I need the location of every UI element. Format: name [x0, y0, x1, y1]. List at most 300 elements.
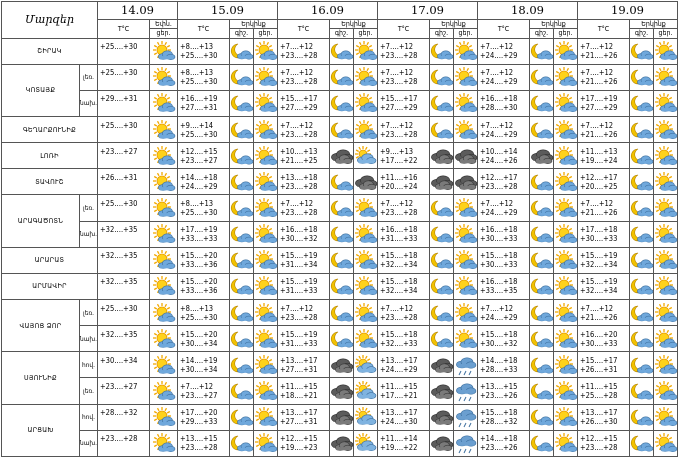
temperature-range — [98, 38, 150, 64]
weather-icon-cell — [430, 273, 454, 299]
weather-icon-cell — [554, 352, 578, 378]
temp-line: +9….+14 — [180, 120, 214, 130]
temp-line — [100, 417, 149, 426]
temperature-range — [378, 221, 430, 247]
temperature-range — [478, 143, 530, 169]
sun-cloud-icon — [554, 224, 577, 244]
moon-sun-cloud-icon — [230, 198, 253, 218]
sun-cloud-icon — [254, 120, 277, 140]
moon-sun-cloud-icon — [630, 41, 653, 61]
temperature-range — [98, 430, 150, 456]
weather-icon-cell — [654, 300, 678, 326]
sun-cloud-icon — [454, 276, 477, 296]
weather-icon-cell — [354, 38, 378, 64]
weather-icon-cell — [630, 90, 654, 116]
temp-line: +23….+26 — [480, 443, 518, 453]
sun-cloud-icon — [654, 224, 677, 244]
temp-line: +25….+28 — [580, 390, 618, 400]
temp-line: +10….+14 — [480, 146, 518, 156]
day-header: ցեր. — [354, 29, 378, 38]
weather-icon-cell — [330, 64, 354, 90]
elevation-label: լեռ. — [80, 378, 98, 404]
sun-cloud-icon — [554, 172, 577, 192]
temp-line: +30….+33 — [480, 260, 518, 270]
moon-sun-cloud-icon — [430, 67, 453, 87]
weather-icon-cell — [430, 169, 454, 195]
weather-icon-cell — [230, 117, 254, 143]
sun-cloud-icon — [354, 224, 377, 244]
temperature-range — [378, 378, 430, 404]
temp-line: +23….+28 — [480, 181, 518, 191]
temp-header: T°C — [478, 19, 530, 38]
region-name: ԳԵՂԱՐՔՈՒՆԻՔ — [2, 117, 98, 143]
moon-sun-cloud-icon — [230, 381, 253, 401]
temperature-range — [578, 352, 630, 378]
sun-cloud-icon — [454, 303, 477, 323]
temp-line: +11….+14 — [380, 434, 418, 444]
temp-line: +28….+32 — [480, 417, 518, 427]
date-header: 18.09 — [478, 2, 578, 20]
sun-cloud-icon — [354, 41, 377, 61]
temp-line: +23….+28 — [580, 443, 618, 453]
weather-icon-cell — [330, 90, 354, 116]
weather-icon-cell — [454, 38, 478, 64]
moon-sun-cloud-icon — [630, 93, 653, 113]
temp-line: +23….+28 — [380, 51, 418, 61]
temp-line — [100, 208, 149, 217]
date-header: 17.09 — [378, 2, 478, 20]
temp-line: +30….+34 — [100, 355, 138, 365]
moon-sun-cloud-icon — [530, 224, 553, 244]
sun-cloud-icon — [150, 198, 177, 218]
temperature-range — [98, 195, 150, 221]
temp-line: +32….+35 — [100, 329, 138, 339]
moon-sun-cloud-icon — [230, 67, 253, 87]
temp-line: +27….+29 — [380, 103, 418, 113]
moon-sun-cloud-icon — [230, 355, 253, 375]
temperature-range — [378, 117, 430, 143]
temp-line: +32….+33 — [380, 338, 418, 348]
temp-line: +32….+34 — [580, 286, 618, 296]
sun-cloud-icon — [654, 407, 677, 427]
temp-line — [100, 313, 149, 322]
temp-line: +29….+33 — [180, 417, 218, 427]
weather-icon-cell — [630, 38, 654, 64]
night-header: գիշ. — [530, 29, 554, 38]
temp-line: +17….+20 — [180, 408, 218, 418]
weather-icon-cell — [354, 64, 378, 90]
weather-icon-cell — [654, 352, 678, 378]
temp-line: +29….+31 — [100, 94, 138, 104]
temperature-range — [578, 273, 630, 299]
weather-icon-cell — [530, 300, 554, 326]
sun-cloud-icon — [254, 355, 277, 375]
temp-line: +32….+34 — [580, 260, 618, 270]
temp-line: +8….+13 — [180, 199, 214, 208]
weather-icon-cell — [230, 143, 254, 169]
temp-line: +31….+33 — [280, 286, 318, 296]
dark-cloud-icon — [530, 146, 553, 166]
table-row — [2, 430, 678, 456]
temperature-range — [578, 404, 630, 430]
night-header: գիշ. — [430, 29, 454, 38]
temp-line: +25….+30 — [180, 208, 218, 217]
sun-cloud-icon — [150, 41, 177, 61]
sun-cloud-icon — [150, 329, 177, 349]
temp-line: +17….+22 — [380, 155, 418, 165]
temp-line: +23….+28 — [280, 129, 318, 139]
dark-cloud-icon — [330, 146, 353, 166]
weather-icon-cell — [330, 326, 354, 352]
temperature-range — [478, 273, 530, 299]
temp-line: +25….+30 — [100, 199, 138, 208]
moon-sun-cloud-icon — [330, 276, 353, 296]
temperature-range — [378, 64, 430, 90]
weather-icon-cell — [530, 143, 554, 169]
moon-sun-cloud-icon — [430, 329, 453, 349]
temp-line: +23….+28 — [280, 181, 318, 191]
temp-line — [100, 286, 149, 295]
sun-cloud-icon — [150, 407, 177, 427]
sun-cloud-icon — [150, 172, 177, 192]
weather-icon-cell — [454, 169, 478, 195]
moon-sun-cloud-icon — [230, 41, 253, 61]
moon-sun-cloud-icon — [630, 224, 653, 244]
temp-line: +12….+15 — [180, 146, 218, 156]
moon-sun-cloud-icon — [330, 329, 353, 349]
sun-cloud-icon — [354, 67, 377, 87]
temp-line: +16….+18 — [480, 277, 518, 287]
temp-line: +23….+28 — [280, 312, 318, 322]
dark-cloud-icon — [430, 433, 453, 453]
weather-icon-cell — [354, 169, 378, 195]
temperature-range — [478, 38, 530, 64]
temp-line: +14….+19 — [180, 355, 218, 365]
moon-sun-cloud-icon — [530, 93, 553, 113]
temperature-range — [178, 221, 230, 247]
temperature-range — [278, 300, 330, 326]
sun-cloud-icon — [554, 120, 577, 140]
sun-cloud-icon — [150, 433, 177, 453]
weather-icon-cell — [230, 378, 254, 404]
sun-cloud-icon — [654, 67, 677, 87]
weather-icon-cell — [430, 300, 454, 326]
temperature-range — [478, 64, 530, 90]
moon-sun-cloud-icon — [230, 172, 253, 192]
cloud-sun-icon — [354, 381, 377, 401]
temp-line: +15….+18 — [480, 408, 518, 418]
sun-cloud-icon — [454, 41, 477, 61]
temp-line: +23….+28 — [280, 208, 318, 217]
day-header: ցեր. — [254, 29, 278, 38]
region-name: ԿՈՏԱՅՔ — [2, 64, 80, 116]
weather-icon-cell — [230, 195, 254, 221]
elevation-label: նախ. — [80, 90, 98, 116]
temp-line: +13….+15 — [480, 381, 518, 391]
dark-cloud-icon — [330, 355, 353, 375]
temp-line: +27….+31 — [180, 103, 218, 113]
region-name: ԱՐԱՐԱՏ — [2, 247, 98, 273]
weather-icon-cell — [230, 169, 254, 195]
weather-icon-cell — [230, 300, 254, 326]
weather-icon-cell — [654, 143, 678, 169]
moon-sun-cloud-icon — [630, 172, 653, 192]
temperature-range — [278, 117, 330, 143]
temp-line — [100, 365, 149, 374]
temp-line: +14….+18 — [480, 355, 518, 365]
temp-line: +15….+17 — [280, 94, 318, 104]
temperature-range — [478, 117, 530, 143]
temp-line: +33….+36 — [180, 286, 218, 296]
sun-cloud-icon — [654, 146, 677, 166]
temp-line: +15….+20 — [180, 277, 218, 287]
temp-line: +7….+12 — [380, 120, 414, 130]
weather-icon-cell — [554, 169, 578, 195]
temp-line: +7….+12 — [480, 120, 514, 130]
moon-sun-cloud-icon — [630, 407, 653, 427]
weather-icon-cell — [454, 143, 478, 169]
temp-line: +7….+12 — [580, 303, 614, 313]
temp-line: +24….+26 — [480, 155, 518, 165]
moon-sun-cloud-icon — [630, 303, 653, 323]
temp-line: +15….+17 — [580, 355, 618, 365]
temp-line: +23….+28 — [380, 77, 418, 87]
temp-line: +23….+27 — [100, 381, 138, 391]
temp-line: +27….+29 — [580, 103, 618, 113]
temp-header: T°C — [278, 19, 330, 38]
temp-header: T°C — [378, 19, 430, 38]
temp-line: +7….+12 — [380, 303, 414, 313]
weather-icon-cell — [454, 430, 478, 456]
weather-icon-cell — [150, 169, 178, 195]
temp-line: +25….+30 — [180, 51, 218, 61]
sun-cloud-icon — [654, 172, 677, 192]
temperature-range — [178, 404, 230, 430]
temperature-range — [378, 195, 430, 221]
day-header: ցեր. — [150, 29, 178, 38]
temperature-range — [98, 247, 150, 273]
dark-cloud-icon — [330, 433, 353, 453]
weather-icon-cell — [430, 143, 454, 169]
temperature-range — [178, 352, 230, 378]
sun-cloud-icon — [254, 303, 277, 323]
temp-line: +20….+25 — [580, 181, 618, 191]
cloud-rain-icon — [454, 407, 477, 427]
temp-line: +32….+34 — [380, 260, 418, 270]
region-name: ՎԱՅՈՑ ՁՈՐ — [2, 300, 80, 352]
weather-icon-cell — [230, 404, 254, 430]
weather-icon-cell — [254, 326, 278, 352]
temp-line: +11….+13 — [580, 146, 618, 156]
sun-cloud-icon — [554, 303, 577, 323]
weather-icon-cell — [654, 90, 678, 116]
region-name: ԱՐՄԱՎԻՐ — [2, 273, 98, 299]
table-row — [2, 143, 678, 169]
temperature-range — [478, 404, 530, 430]
weather-icon-cell — [454, 64, 478, 90]
temp-line: +24….+29 — [480, 51, 518, 61]
temp-line: +30….+33 — [580, 234, 618, 244]
temperature-range — [278, 430, 330, 456]
sky-header: Երկինք — [330, 19, 378, 28]
sun-cloud-icon — [254, 276, 277, 296]
temperature-range — [178, 300, 230, 326]
night-header: գիշ. — [230, 29, 254, 38]
weather-icon-cell — [430, 378, 454, 404]
weather-icon-cell — [150, 430, 178, 456]
weather-icon-cell — [454, 90, 478, 116]
temp-line: +16….+18 — [480, 94, 518, 104]
weather-icon-cell — [150, 273, 178, 299]
sun-cloud-icon — [654, 198, 677, 218]
date-header: 14.09 — [98, 2, 178, 20]
temperature-range — [478, 378, 530, 404]
moon-sun-cloud-icon — [530, 433, 553, 453]
sun-cloud-icon — [654, 355, 677, 375]
temp-line: +24….+29 — [480, 129, 518, 139]
weather-icon-cell — [554, 247, 578, 273]
temperature-range — [478, 169, 530, 195]
weather-icon-cell — [230, 273, 254, 299]
weather-icon-cell — [254, 404, 278, 430]
weather-icon-cell — [254, 169, 278, 195]
temp-line: +23….+28 — [280, 51, 318, 61]
weather-icon-cell — [254, 430, 278, 456]
sun-cloud-icon — [454, 93, 477, 113]
weather-icon-cell — [630, 430, 654, 456]
temperature-range — [478, 247, 530, 273]
weather-icon-cell — [230, 326, 254, 352]
temp-line: +27….+31 — [280, 417, 318, 427]
weather-icon-cell — [630, 64, 654, 90]
sun-cloud-icon — [254, 433, 277, 453]
dark-cloud-icon — [330, 381, 353, 401]
temperature-range — [278, 247, 330, 273]
table-row — [2, 273, 678, 299]
temperature-range — [578, 90, 630, 116]
moon-sun-cloud-icon — [230, 146, 253, 166]
weather-icon-cell — [554, 430, 578, 456]
temp-line: +30….+32 — [480, 338, 518, 348]
temp-line: +16….+19 — [180, 94, 218, 104]
sun-cloud-icon — [554, 146, 577, 166]
temp-line: +15….+19 — [280, 251, 318, 261]
temperature-range — [378, 90, 430, 116]
temp-line: +19….+22 — [380, 443, 418, 453]
moon-sun-cloud-icon — [330, 198, 353, 218]
temperature-range — [98, 90, 150, 116]
sun-cloud-icon — [150, 250, 177, 270]
moon-sun-cloud-icon — [530, 303, 553, 323]
sun-cloud-icon — [554, 329, 577, 349]
temperature-range — [278, 90, 330, 116]
weather-icon-cell — [654, 273, 678, 299]
weather-icon-cell — [330, 247, 354, 273]
temp-line: +23….+27 — [180, 390, 218, 400]
temperature-range — [578, 221, 630, 247]
temp-line: +27….+29 — [280, 103, 318, 113]
temp-line: +15….+20 — [180, 329, 218, 339]
weather-icon-cell — [230, 64, 254, 90]
temp-line: +28….+32 — [100, 408, 138, 418]
region-name: ՍՅՈՒՆԻՔ — [2, 352, 80, 404]
temp-line: +17….+19 — [580, 94, 618, 104]
sun-cloud-icon — [150, 146, 177, 166]
dark-cloud-icon — [330, 407, 353, 427]
temp-line: +15….+20 — [180, 251, 218, 261]
sun-cloud-icon — [150, 93, 177, 113]
sun-cloud-icon — [254, 146, 277, 166]
weather-icon-cell — [630, 247, 654, 273]
weather-icon-cell — [454, 117, 478, 143]
moon-sun-cloud-icon — [330, 250, 353, 270]
temperature-range — [478, 221, 530, 247]
temp-line — [100, 77, 149, 86]
temp-line: +17….+18 — [580, 225, 618, 235]
cloud-rain-icon — [454, 381, 477, 401]
weather-icon-cell — [150, 143, 178, 169]
weather-icon-cell — [654, 247, 678, 273]
sun-cloud-icon — [354, 303, 377, 323]
temperature-range — [378, 352, 430, 378]
date-header: 16.09 — [278, 2, 378, 20]
sun-cloud-icon — [554, 276, 577, 296]
temperature-range — [578, 195, 630, 221]
temp-line: +8….+13 — [180, 303, 214, 313]
temp-line — [100, 103, 149, 112]
temperature-range — [578, 38, 630, 64]
moon-sun-cloud-icon — [430, 250, 453, 270]
weather-icon-cell — [430, 352, 454, 378]
weather-icon-cell — [554, 300, 578, 326]
moon-sun-cloud-icon — [630, 146, 653, 166]
table-row — [2, 378, 678, 404]
temp-line: +25….+30 — [100, 68, 138, 78]
weather-icon-cell — [654, 195, 678, 221]
weather-icon-cell — [330, 430, 354, 456]
temperature-range — [378, 273, 430, 299]
sky-header: Երկինք — [530, 19, 578, 28]
dark-cloud-icon — [430, 146, 453, 166]
weather-icon-cell — [330, 352, 354, 378]
temp-line: +32….+35 — [100, 225, 138, 235]
temp-line: +7….+12 — [580, 68, 614, 78]
weather-icon-cell — [554, 64, 578, 90]
temp-line: +28….+33 — [480, 364, 518, 374]
cloud-sun-icon — [354, 407, 377, 427]
temp-line: +18….+21 — [280, 390, 318, 400]
sun-cloud-icon — [654, 250, 677, 270]
date-header: 15.09 — [178, 2, 278, 20]
dark-cloud-icon — [430, 172, 453, 192]
weather-icon-cell — [554, 326, 578, 352]
temperature-range — [278, 38, 330, 64]
temp-line: +25….+30 — [180, 129, 218, 139]
weather-icon-cell — [150, 221, 178, 247]
temp-line: +19….+23 — [280, 443, 318, 453]
moon-sun-cloud-icon — [630, 276, 653, 296]
weather-icon-cell — [430, 221, 454, 247]
weather-icon-cell — [430, 404, 454, 430]
temp-line: +23….+26 — [480, 390, 518, 400]
weather-icon-cell — [430, 247, 454, 273]
temperature-range — [578, 430, 630, 456]
sun-cloud-icon — [654, 303, 677, 323]
temp-line: +23….+28 — [380, 129, 418, 139]
weather-icon-cell — [654, 378, 678, 404]
temp-line: +23….+27 — [100, 146, 138, 156]
weather-icon-cell — [254, 247, 278, 273]
